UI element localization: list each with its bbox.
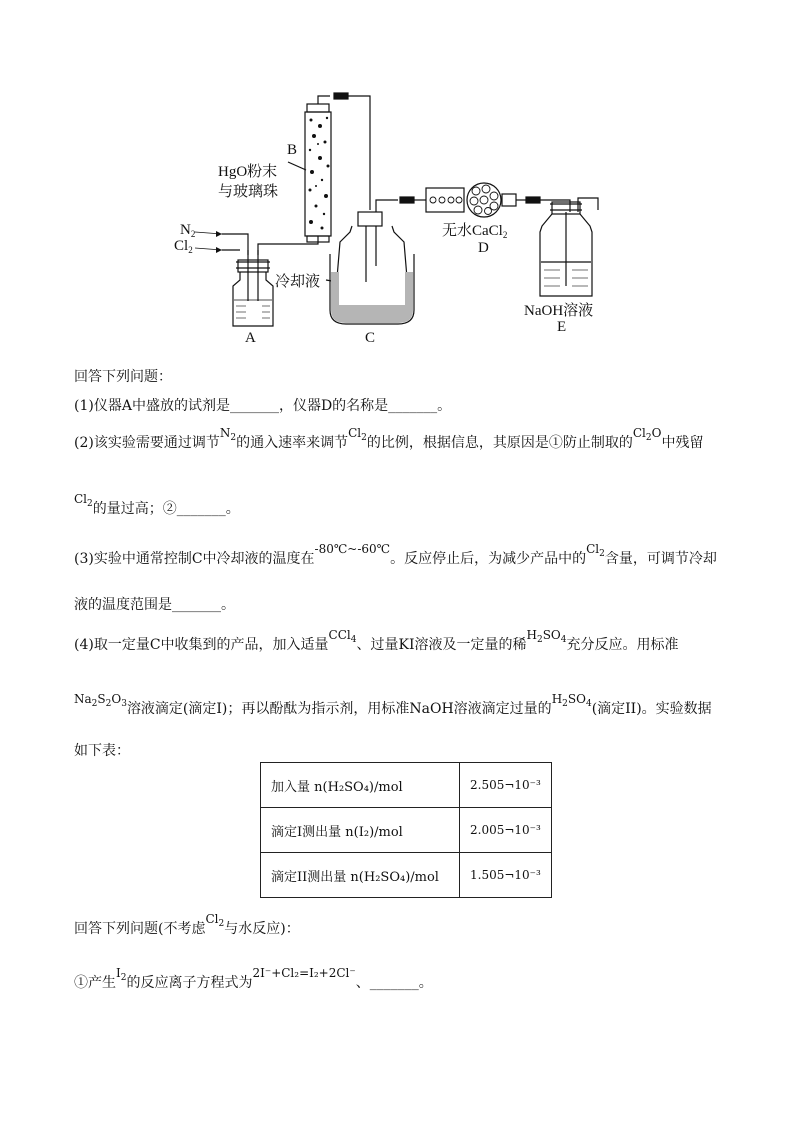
- intro-text: 回答下列问题：: [74, 369, 172, 385]
- table-row: [261, 763, 552, 808]
- question-3-line-1: (3)实验中通常控制C中冷却液的温度在-80℃~-60℃。反应停止后，为减少产品中的$Cl_2$含量，可调节冷却: [74, 542, 717, 567]
- label-e-reagent: NaOH溶液: [524, 303, 594, 319]
- table-cell-value: 1.505¬10⁻³: [460, 853, 552, 898]
- sub-question-1: ①产生$I_2$的反应离子方程式为2I⁻+Cl₂=I₂+2Cl⁻、_______。: [74, 966, 433, 991]
- table-cell-label: 滴定I测出量 n(I₂)/mol: [261, 808, 460, 853]
- table-cell-value: 2.005¬10⁻³: [460, 808, 552, 853]
- data-table: [260, 762, 552, 898]
- label-cl2: $Cl_2$: [174, 238, 193, 255]
- label-d-reagent: 无水CaCl$_2$: [442, 223, 508, 240]
- label-e: E: [557, 319, 567, 335]
- question-1: (1)仪器A中盛放的试剂是_______，仪器D的名称是_______。: [74, 398, 452, 414]
- table-cell-label: 滴定II测出量 n(H₂SO₄)/mol: [261, 853, 460, 898]
- absorber-e: [540, 198, 598, 296]
- label-d: D: [478, 240, 489, 256]
- question-3-line-2: 液的温度范围是_______。: [74, 597, 235, 613]
- apparatus-figure: [0, 0, 800, 350]
- question-4-line-3: 如下表：: [74, 743, 130, 759]
- table-row: [261, 853, 552, 898]
- hgo-powder: [309, 117, 330, 230]
- question-2-line-1: (2)该实验需要通过调节$N_2$的通入速率来调节$Cl_2$的比例，根据信息，其原因是①防止制取的$Cl_2O$中残留: [74, 426, 704, 451]
- table-cell-label: 加入量 n(H₂SO₄)/mol: [261, 763, 460, 808]
- label-n2: $N_2$: [180, 222, 196, 239]
- label-coolant: 冷却液: [275, 274, 321, 290]
- column-b: [305, 104, 331, 242]
- question-4-line-2: $Na_2S_2O_3$溶液滴定(滴定I)；再以酚酞为指示剂，用标准NaOH溶液滴定过量的$H_2SO_4$(滴定II)。实验数据: [74, 692, 712, 717]
- label-b-reagent-2: 与玻璃珠: [218, 184, 279, 200]
- label-b-reagent-1: HgO粉末: [218, 164, 278, 180]
- table-cell-value: 2.505¬10⁻³: [460, 763, 552, 808]
- question-4-line-1: (4)取一定量C中收集到的产品，加入适量CCl$_4$、过量KI溶液及一定量的稀$H_2SO_4$充分反应。用标准: [74, 628, 679, 653]
- label-c: C: [365, 330, 376, 346]
- after-table-text: 回答下列问题(不考虑$Cl_2$与水反应)：: [74, 912, 300, 937]
- label-a: A: [245, 330, 256, 346]
- table-row: [261, 808, 552, 853]
- question-2-line-2: $Cl_2$的量过高；②_______。: [74, 492, 240, 517]
- label-b: B: [287, 142, 298, 158]
